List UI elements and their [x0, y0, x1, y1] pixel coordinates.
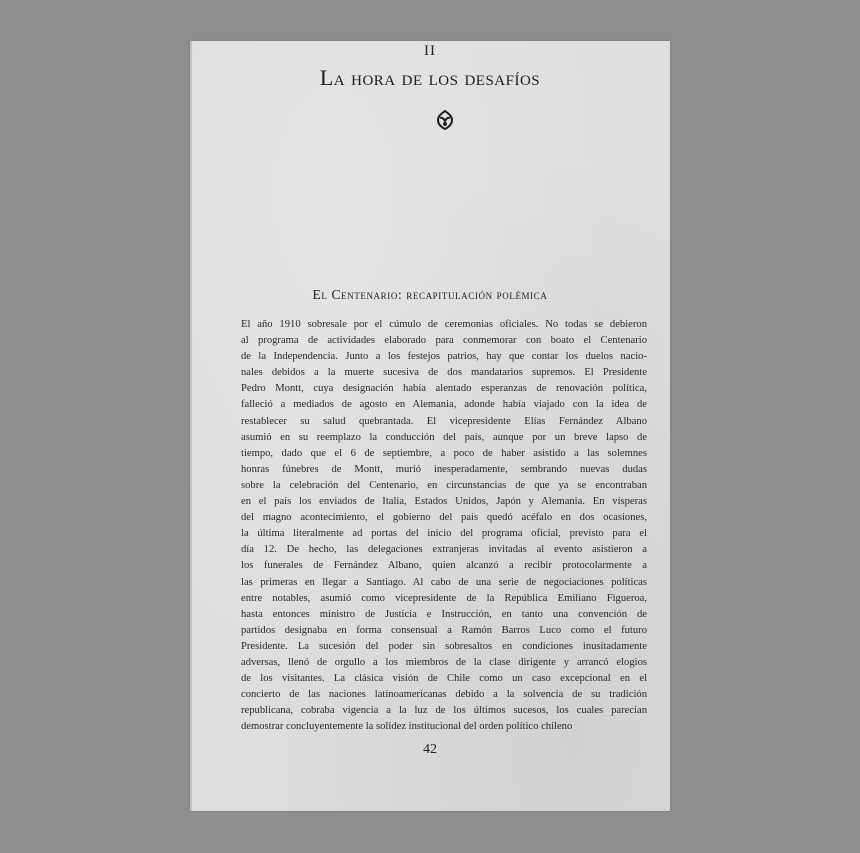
body-line: entre notables, asumió como vicepresidente de la República Emiliano Figueroa,: [241, 592, 647, 604]
body-line: restablecer su salud quebrantada. El vicepresidente Elías Fernández Albano: [241, 415, 647, 427]
body-line: día 12. De hecho, las delegaciones extranjeras invitadas al evento asistieron a: [241, 544, 647, 556]
body-line: de los visitantes. La clásica visión de Chile como un caso excepcional en el: [241, 673, 647, 685]
chapter-title: La hora de los desafíos: [319, 65, 541, 90]
section-heading: El Centenario: recapitulación polémica: [312, 287, 548, 302]
body-line: hasta entonces ministro de Justicia e Instrucción, en tanto una convención de: [241, 608, 647, 620]
body-line: nales debidos a la muerte sucesiva de dos mandatarios supremos. El Presidente: [241, 367, 647, 379]
body-line: Pedro Montt, cuya designación había alentado esperanzas de renovación política,: [241, 383, 647, 395]
body-line: en el país los enviados de Italia, Estados Unidos, Japón y Alemania. En vísperas: [241, 496, 647, 508]
body-line: partidos designaba en forma consensual a Ramón Barros Luco como el futuro: [241, 624, 647, 636]
chapter-number: II: [424, 43, 436, 59]
body-line: las primeras en llegar a Santiago. Al cabo de una serie de negociaciones políticas: [241, 576, 647, 588]
body-line: tiempo, dado que el 6 de septiembre, a poco de haber asistido a las solemnes: [241, 447, 647, 459]
body-line: los funerales de Fernández Albano, quien alcanzó a recibir protocolarmente a: [241, 560, 647, 572]
body-line: asumió en su reemplazo la conducción del país, aunque por un breve lapso de: [241, 431, 647, 443]
body-line: al programa de actividades elaborado para conmemorar con boato el Centenario: [241, 335, 647, 347]
body-line: demostrar concluyentemente la solidez institucional del orden político chileno: [241, 721, 573, 733]
body-line: de la Independencia. Junto a los festejos patrios, hay que contar los duelos nacio-: [241, 351, 647, 363]
body-line: republicana, cobraba vigencia a la luz de los últimos sucesos, los cuales parecían: [241, 705, 647, 717]
body-line: concierto de las naciones latinoamericanas debido a la solvencia de su tradición: [241, 689, 647, 701]
body-line: del magno acontecimiento, el gobierno del país quedó acéfalo en dos ocasiones,: [241, 512, 647, 524]
body-paragraph: [241, 317, 647, 735]
body-line: sobre la celebración del Centenario, en circunstancias de que ya se encontraban: [241, 479, 647, 491]
scan-edge-shadow: [190, 41, 192, 811]
book-page: [190, 41, 670, 811]
body-line: falleció a mediados de agosto en Alemania, adonde había viajado con la idea de: [241, 399, 647, 411]
body-line: la última literalmente ad portas del inicio del programa oficial, previsto para el: [241, 528, 647, 540]
page-number: 42: [423, 742, 437, 757]
body-line: El año 1910 sobresale por el cúmulo de ceremonias oficiales. No todas se debieron: [241, 319, 647, 330]
body-line: honras fúnebres de Montt, murió inesperadamente, sembrando nuevas dudas: [241, 463, 647, 475]
fleuron-ornament-icon: [434, 109, 456, 131]
body-line: adversas, llenó de orgullo a los miembros de la clase dirigente y arrancó elogios: [241, 656, 647, 668]
body-line: Presidente. La sucesión del poder sin sobresaltos en condiciones inusitadamente: [241, 640, 647, 652]
